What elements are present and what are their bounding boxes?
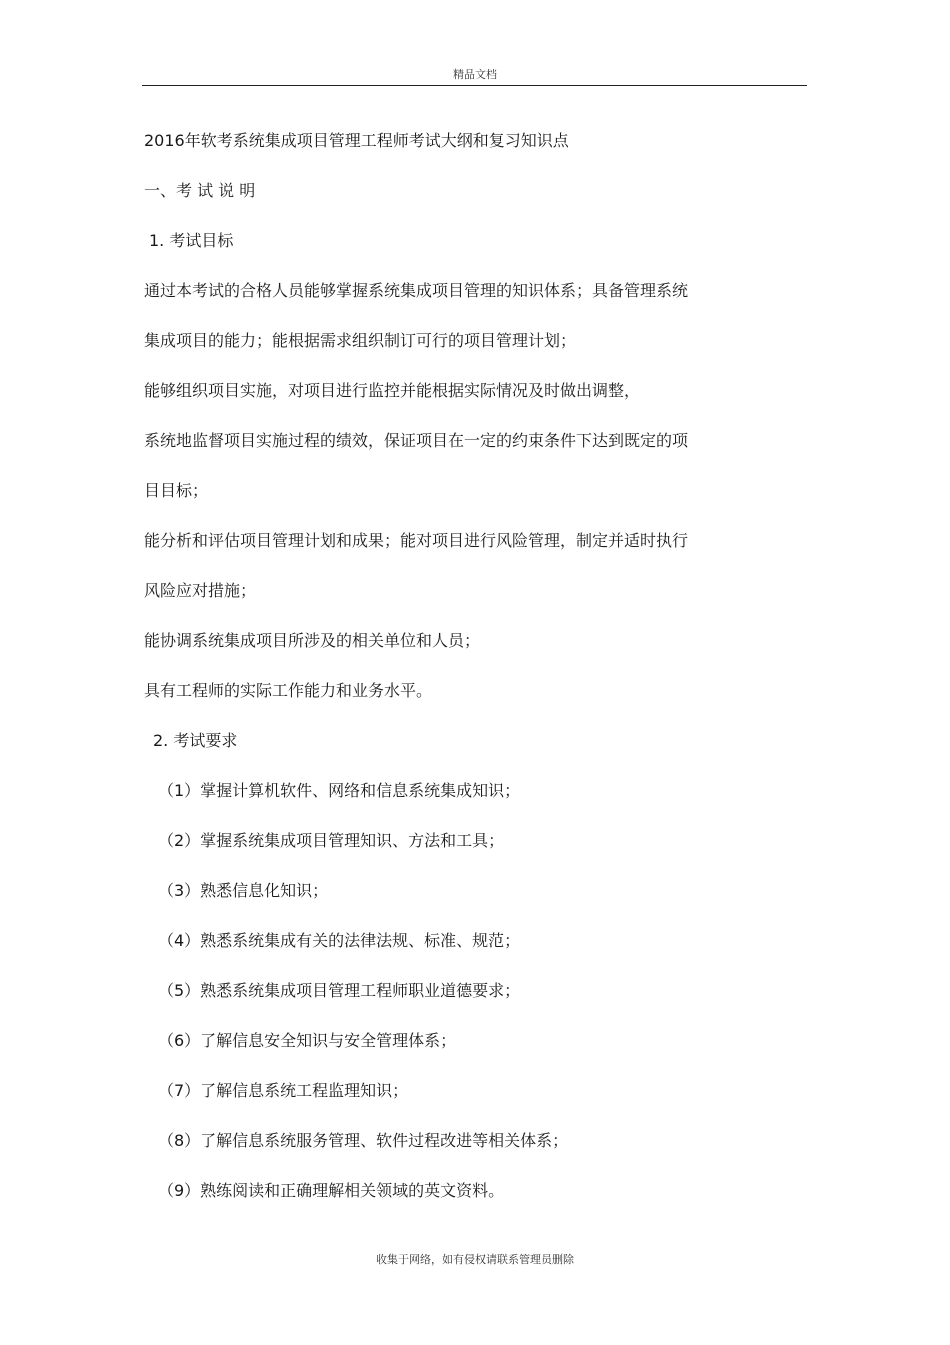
paragraph-line: 风险应对措施；	[144, 581, 257, 600]
subsection-heading-requirements: 2. 考试要求	[153, 731, 238, 750]
list-item: （1）掌握计算机软件、网络和信息系统集成知识；	[158, 781, 521, 800]
list-item: （7）了解信息系统工程监理知识；	[158, 1081, 409, 1100]
paragraph-line: 系统地监督项目实施过程的绩效，保证项目在一定的约束条件下达到既定的项	[144, 431, 689, 450]
list-item: （9）熟练阅读和正确理解相关领域的英文资料。	[158, 1181, 505, 1200]
paragraph-line: 集成项目的能力；能根据需求组织制订可行的项目管理计划；	[144, 331, 577, 350]
list-item: （6）了解信息安全知识与安全管理体系；	[158, 1031, 457, 1050]
subsection-heading-goals: 1. 考试目标	[149, 231, 234, 250]
paragraph-line: 具有工程师的实际工作能力和业务水平。	[144, 681, 433, 700]
header-divider	[142, 85, 807, 86]
page-header: 精品文档	[453, 68, 497, 81]
list-item: （5）熟悉系统集成项目管理工程师职业道德要求；	[158, 981, 521, 1000]
section-heading: 一、考 试 说 明	[144, 181, 256, 200]
document-title: 2016年软考系统集成项目管理工程师考试大纲和复习知识点	[144, 131, 569, 150]
list-item: （4）熟悉系统集成有关的法律法规、标准、规范；	[158, 931, 521, 950]
paragraph-line: 能够组织项目实施，对项目进行监控并能根据实际情况及时做出调整，	[144, 381, 641, 400]
paragraph-line: 能分析和评估项目管理计划和成果；能对项目进行风险管理，制定并适时执行	[144, 531, 689, 550]
list-item: （2）掌握系统集成项目管理知识、方法和工具；	[158, 831, 505, 850]
paragraph-line: 通过本考试的合格人员能够掌握系统集成项目管理的知识体系；具备管理系统	[144, 281, 689, 300]
page-footer: 收集于网络，如有侵权请联系管理员删除	[376, 1253, 574, 1266]
list-item: （3）熟悉信息化知识；	[158, 881, 329, 900]
list-item: （8）了解信息系统服务管理、软件过程改进等相关体系；	[158, 1131, 569, 1150]
paragraph-line: 目目标；	[144, 481, 209, 500]
paragraph-line: 能协调系统集成项目所涉及的相关单位和人员；	[144, 631, 481, 650]
